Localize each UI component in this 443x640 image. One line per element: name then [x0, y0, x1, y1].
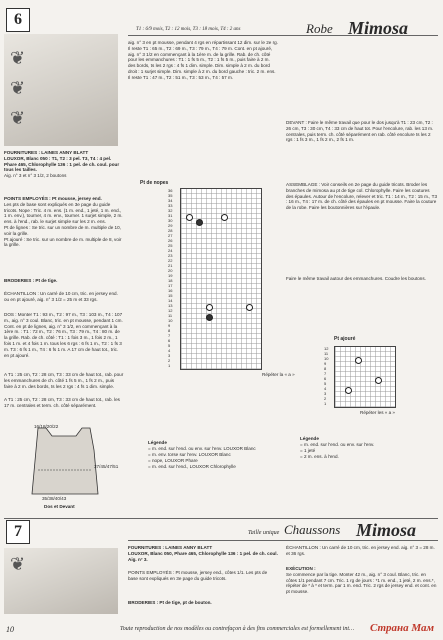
legend-2: [300, 436, 440, 460]
legend-2-item: = 1 jeté: [300, 448, 316, 453]
jete-mark: [375, 377, 382, 384]
chart-row-number: 10: [168, 318, 173, 323]
supplies-text: LOUXOR, Blanc 050 : T1, T2 : 3 pel. T3, T4 : 4 pel. Phare 465, Chlorophylle 136 : 1 pel. de ch. coul. pour tous les tailles.: [4, 155, 120, 173]
chart-row-number: 20: [168, 268, 173, 273]
chart-1-repeat-label: Répéter la « a »: [262, 372, 295, 377]
chart-row-number: 34: [168, 198, 173, 203]
chart-row-number: 14: [168, 298, 173, 303]
execution-heading: EXÉCUTION :: [286, 566, 316, 571]
chart-row-number: 4: [324, 386, 327, 391]
chart-row-number: 6: [168, 338, 171, 343]
chart-row-number: 28: [168, 228, 173, 233]
point-lignes-text: Pt de lignes : Se tric. sur un nombre de m. multiple de 10, voir la grille.: [4, 224, 121, 236]
section-6-rule: [128, 35, 438, 36]
chart-row-number: 29: [168, 223, 173, 228]
legend-1: [148, 440, 288, 470]
section-7-number: 7: [6, 520, 30, 544]
site-watermark: Страна Мам: [370, 622, 435, 634]
chart-row-number: 36: [168, 188, 173, 193]
chart-row-number: 10: [324, 356, 329, 361]
chart-row-number: 1: [168, 363, 171, 368]
nope-mark: [186, 214, 193, 221]
chart-row-number: 2: [168, 358, 171, 363]
embroidery-6: BRODERIES : Pt de tige.: [4, 278, 58, 283]
chart-row-number: 30: [168, 218, 173, 223]
supplies-block: [4, 150, 124, 179]
dos-text: DOS : Monter T1 : 93 m., T2 : 97 m., T3 : 103 m., T4 : 107 m., aig. n° 3 coul. Blanc, tric. en pt mousse, pendant 1 cm. Cont. en pt de lignes, aig. n° 3 1/2, en commençant à la 1ère m. : T1 : 72 m., T2 : 76 m., T3 : 79 m., T4 : 80 m. de la grille. Rab. de ch. côté : T1 : 1 fois 3 m., 1 fois 2 m., 1 fois 1 m. et 4 fois 1 m. tous les 6 rgs : 6 fs 1 m., T2 : 1 fs 3 m. T3 : 6 fs 1 m., T4 : 6 fs 1 m. A 17 cm de haut tot., tric. en pt ajouré.: [4, 312, 123, 358]
finitions-text: Faire le même travail autour des emmanchures. Coudre les boutons.: [286, 276, 426, 281]
chart-row-number: 15: [168, 293, 173, 298]
section-7-top-rule: [4, 518, 438, 519]
section-7-title: Mimosa: [356, 520, 417, 540]
nope-mark: [206, 304, 213, 311]
embroidery-7: BRODERIES : Pt de tige, pt de bouton.: [128, 600, 212, 605]
chart-row-number: 16: [168, 288, 173, 293]
chart-row-number: 1: [324, 401, 327, 406]
chart-row-number: 35: [168, 193, 173, 198]
supplies-7-text: LOUXOR, Blanc 050, Phare 465, Chlorophylle 136 : 1 pel. de ch. coul. Aig. n° 3.: [128, 550, 278, 562]
chart-row-number: 2: [324, 396, 327, 401]
section-6-title: Mimosa: [348, 18, 409, 38]
chart-row-number: 25: [168, 243, 173, 248]
chart-row-number: 33: [168, 203, 173, 208]
chart-row-number: 31: [168, 213, 173, 218]
legend-1-item: = nope, LOUXOR Phare: [148, 458, 198, 463]
copyright-notice: Toute reproduction de nos modèles ou contrefaçon à des fins commerciales est formellement int…: [120, 626, 355, 632]
stitches-block: [4, 196, 124, 248]
supplies-7-heading: FOURNITURES : LAINES ANNY BLATT: [128, 545, 213, 550]
chart-row-number: 7: [168, 333, 171, 338]
page-number: 10: [6, 625, 14, 634]
legend-1-title: Légende: [148, 440, 167, 445]
gauge-7: ÉCHANTILLON : Un carré de 10 cm, tric. en jersey end. aig. n° 3 = 28 m. et 36 rgs.: [286, 545, 435, 556]
chart-row-number: 12: [324, 346, 329, 351]
middle-column-text: aig. n° 3 en pt mousse, pendant 4 rgs en répartissant 12 dim. sur le 2e rg. Il reste T1 : 65 m., T2 : 69 m., T3 : 79 m., T4 : 79 m. Cont. en pt ajouré, aig. n° 3 1/2 en commençant à la 1ère m. de la grille. Rab. de ch. côté pour les emmanchures : T1 : 1 fs 5 m., T2 : 1 fs 5 m., puis faire à 2 m. des bords, ts les 2 rgs : 4 fs 1 dim. simple. Dim. simple à 2 m. du bord droit : 1 surjet simple. Dim. simple à 2 m. du bord gauche : tric. 2 m. ens. Il reste T1 : 47 m., T2 : 51 m., T3 : 53 m., T4 : 57 m.: [128, 40, 278, 80]
mimosa-ornament-2: ❦: [10, 78, 26, 99]
section-7-size-label: Taille unique: [248, 530, 280, 536]
chart-1-grid: [180, 188, 262, 370]
mimosa-ornament-1: ❦: [10, 48, 26, 69]
section-7-title-prefix: Chaussons: [284, 522, 341, 537]
chart-row-number: 19: [168, 273, 173, 278]
section-6-title-prefix: Robe: [306, 21, 333, 36]
supplies-heading: FOURNITURES : LAINES ANNY BLATT: [4, 150, 89, 155]
chart-1-title: Pt de nopes: [140, 180, 169, 186]
chart-row-number: 13: [168, 303, 173, 308]
legend-1-item: = m. end. sur l'end. ou env. sur l'env. LOUXOR Blanc: [148, 446, 256, 451]
legend-2-item: = m. end. sur l'end. ou env. sur l'env.: [300, 442, 375, 447]
chart-row-number: 11: [168, 313, 173, 318]
chart-row-number: 8: [324, 366, 327, 371]
execution-text: Se commence par la tige. Monter 42 m., aig. n° 3 coul. Blanc, tric. en côtes 1/1 pendant 7 cm. Tric. 1 rg de jours : *1 m. end., 1 jeté, 2 m. ens.*, répéter de * à * et term. par 1 m. end. Tric. 2 rgs de jersey end. et cont. en pt mousse.: [286, 571, 437, 595]
chart-row-number: 22: [168, 258, 173, 263]
dress-diagram: [6, 420, 122, 506]
diagram-left-sizes: 16/18/20/22: [34, 424, 59, 429]
chart-row-number: 5: [168, 343, 171, 348]
chart-row-number: 17: [168, 283, 173, 288]
chart-row-number: 18: [168, 278, 173, 283]
leaf-mark: [206, 314, 213, 321]
mimosa-ornament-3: ❦: [10, 108, 26, 129]
chart-row-number: 24: [168, 248, 173, 253]
chart-2-repeat-label: Répéter les « a »: [360, 410, 395, 415]
chart-row-number: 32: [168, 208, 173, 213]
chart-row-number: 11: [324, 351, 329, 356]
chart-2-grid: [334, 346, 396, 408]
chart-row-number: 3: [324, 391, 327, 396]
diagram-bottom-sizes: 35/38/40/43: [42, 496, 67, 501]
nope-mark: [246, 304, 253, 311]
stitches-heading: POINTS EMPLOYÉS : Pt mousse, jersey end.: [4, 196, 102, 201]
chart-row-number: 26: [168, 238, 173, 243]
legend-2-title: Légende: [300, 436, 319, 441]
needles-text: Aig. n° 3 et n° 3 1/2, 2 boutons: [4, 173, 67, 179]
section-6-number: 6: [6, 8, 30, 32]
chart-row-number: 7: [324, 371, 327, 376]
chart-row-number: 27: [168, 233, 173, 238]
chart-row-number: 8: [168, 328, 171, 333]
diagram-right-sizes: 37/45/47/51: [94, 464, 119, 469]
legend-2-item: = 2 m. ens. à l'end.: [300, 454, 339, 459]
chart-row-number: 12: [168, 308, 173, 313]
chart-row-number: 5: [324, 381, 327, 386]
legend-1-item: = m. end. sur l'end., LOUXOR Chlorophylle: [148, 464, 236, 469]
execution-7: [286, 566, 438, 595]
assemblage-text: ASSEMBLAGE : Voir conseils en 2e page du guide tricots. Broder les branches de mimosa au pt de tige col. Chlorophylle. Faire les coutures des épaules. Autour de l'encolure, relever et tric. T1 : 14 m., T2 : 15 m., T3 : 16 m., T4 : 17 m. de ch. côté des épaules en pt mousse. Faire la couture de la robe. Faire les boutonnières sur l'épaule.: [286, 182, 438, 211]
jete-mark: [345, 387, 352, 394]
chart-row-number: 9: [324, 361, 327, 366]
chart-row-number: 21: [168, 263, 173, 268]
supplies-7: [128, 545, 278, 562]
devant-text: DEVANT : Faire le même travail que pour le dos jusqu'à T1 : 23 cm, T2 : 26 cm, T3 : 30 cm, T4 : 33 cm de haut tot. Pour l'encolure, rab. les 13 m. centrales, puis term. ch. côté séparément en rab. côté encolure ts les 2 rgs : 1 fs 3 m., 1 fs 2 m., 2 fs 1 m.: [286, 120, 434, 143]
emmanchures-text: A T1 : 25 cm, T2 : 28 cm, T3 : 33 cm de haut tot., rab. pour les emmanchures de ch. côté 1 fs 5 m., 1 fs 2 m., puis faire à 2 m. des bords, ts les 2 rgs : 4 fs 1 dim. simple.: [4, 372, 124, 389]
point-ajoure-text: Pt ajouré : Se tric. sur un nombre de m. multiple de 8, voir la grille.: [4, 236, 122, 248]
chart-row-number: 6: [324, 376, 327, 381]
chart-row-number: 3: [168, 353, 171, 358]
nope-mark: [221, 214, 228, 221]
chart-row-number: 9: [168, 323, 171, 328]
stitches-text: Les pts de base sont expliqués en 3e page du guide tricots. Nope : Tric. 4 m. ens. (1 m. end., 1 jeté, 1 m. end., 1 m. env.), tourner, 4 m. env., tourner. 1 surjet simple, 2 m. ens. à l'end., rab. le surjet simple sur les 2 m. ens.: [4, 201, 123, 225]
legend-1-item: = m. env. torse sur l'env. LOUXOR Blanc: [148, 452, 231, 457]
section-7-rule: [128, 540, 438, 541]
stitches-7: POINTS EMPLOYÉS : Pt mousse, jersey end., côtes 1/1. Les pts de base sont expliqués en 3e page du guide tricots.: [128, 570, 268, 581]
chart-2-title: Pt ajouré: [334, 336, 356, 342]
mimosa-ornament-4: ❦: [10, 554, 26, 575]
gauge-6: ÉCHANTILLON : Un carré de 10 cm, tric. en jersey end. ou en pt ajouré, aig. n° 3 1/2 = 25 m et 33 rgs.: [4, 291, 118, 302]
jete-mark: [355, 357, 362, 364]
chart-row-number: 23: [168, 253, 173, 258]
section-6-sizes: T1 : 6/9 mois, T2 : 12 mois, T3 : 18 mois, T4 : 2 ans: [136, 27, 241, 32]
leaf-mark: [196, 219, 203, 226]
chart-row-number: 4: [168, 348, 171, 353]
encolure-text: A T1 : 25 cm, T2 : 28 cm, T3 : 33 cm de haut tot., rab. les 17 m. centrales et term. ch. côté séparément.: [4, 397, 120, 408]
diagram-caption: Dos et Devant: [44, 504, 75, 509]
